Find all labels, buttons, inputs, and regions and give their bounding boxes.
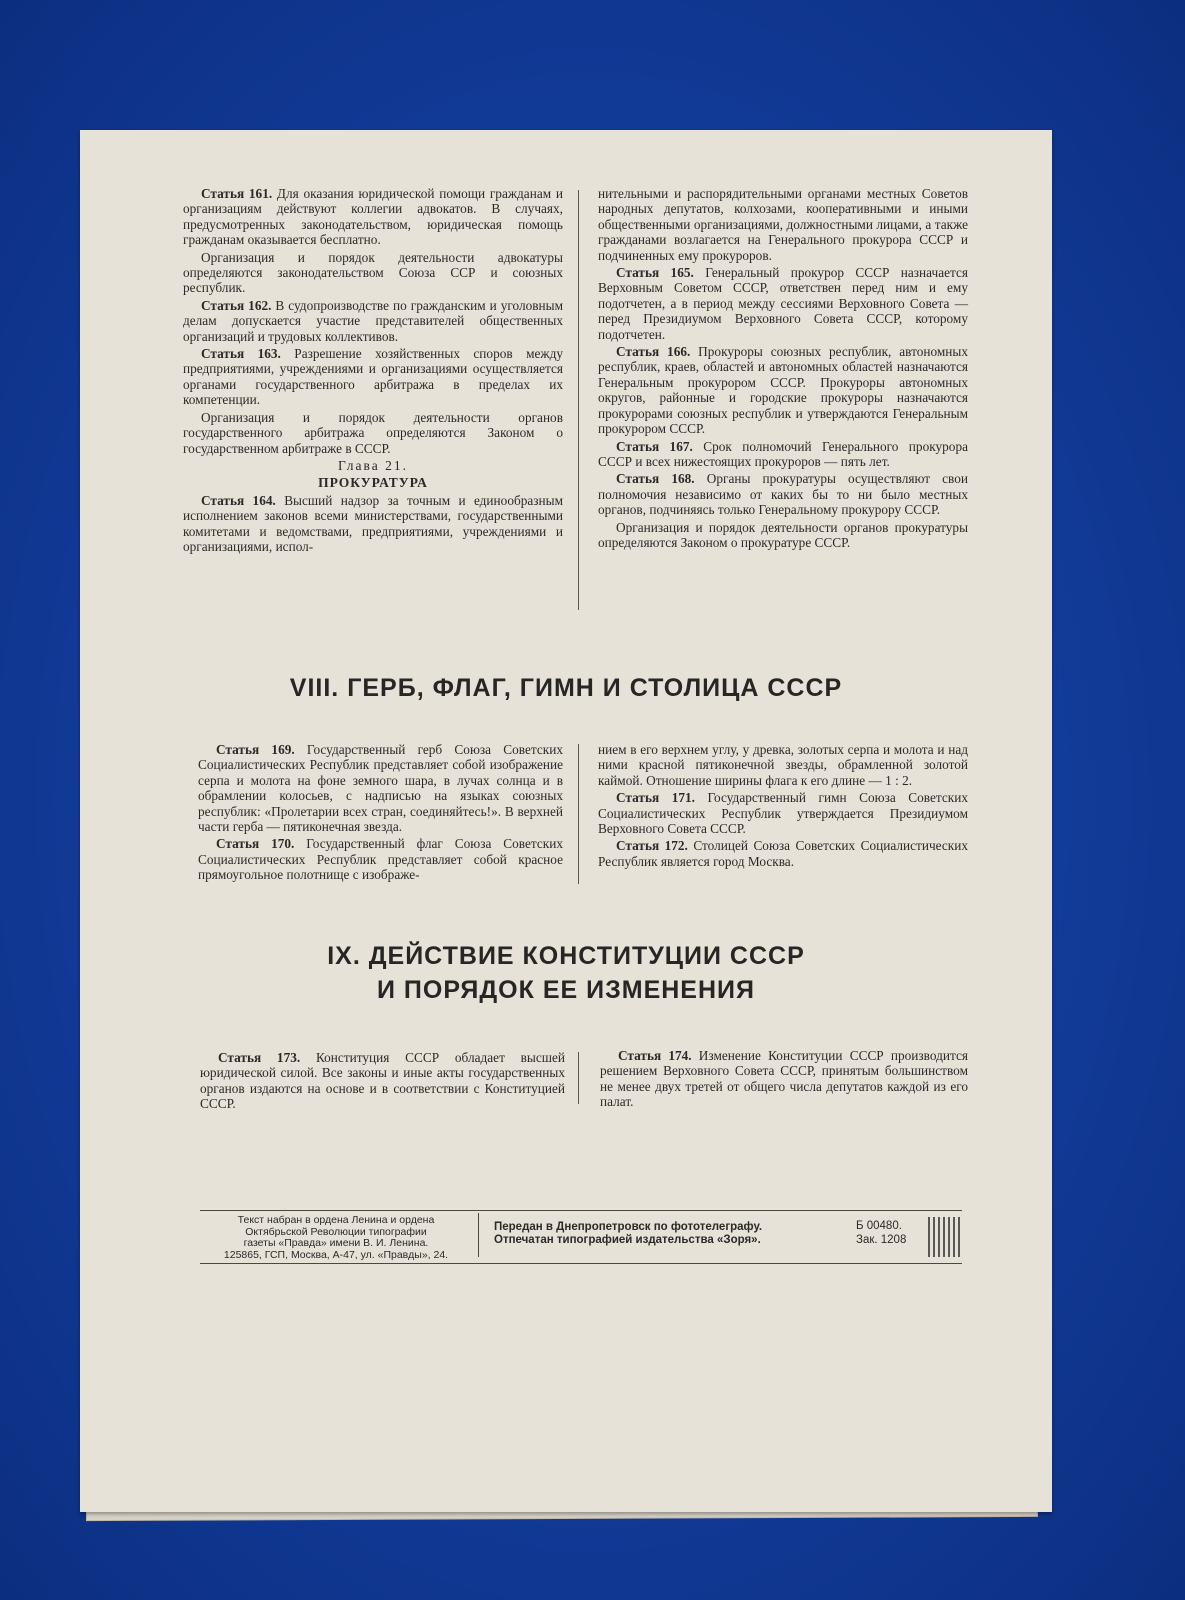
article-171-text: Государственный гимн Союза Советских Социалистических Республик утверждается Президиумом Верховного Совета СССР. xyxy=(598,790,968,837)
article-170-continued: нием в его верхнем углу, у древка, золотых серпа и молота и над ними красной пятиконечной звезды, обрамленной золотой каймой. Отношение ширины флага к его длине — 1 : 2. xyxy=(598,742,968,788)
article-174-text: Изменение Конституции СССР производится решением Верховного Совета СССР, принятым большинством не менее двух третей от общего числа депутатов каждой из его палат. xyxy=(600,1048,968,1110)
article-165 xyxy=(598,265,968,342)
chapter-title: ПРОКУРАТУРА xyxy=(318,475,428,491)
article-172-heading: Статья 172. xyxy=(616,838,688,854)
article-170-text: Государственный флаг Союза Советских Социалистических Республик представляет собой красное прямоугольное полотнище с изображе- xyxy=(198,836,564,883)
imprint-transmission-info xyxy=(494,1221,824,1247)
section-9-title-line2: И ПОРЯДОК ЕЕ ИЗМЕНЕНИЯ xyxy=(377,976,755,1004)
article-168-para2: Организация и порядок деятельности органов прокуратуры определяются Законом о прокуратуре СССР. xyxy=(598,519,968,550)
article-165-text: Генеральный прокурор СССР назначается Верховным Советом СССР, ответствен перед ним и ему подотчетен, а в период между сессиями Верховного Совета — перед Президиумом Верховного Совета СССР, которому подотчетен. xyxy=(598,265,969,342)
top-right-column xyxy=(598,186,968,552)
section-9-left-column xyxy=(200,1050,565,1114)
article-164-text: Высший надзор за точным и единообразным исполнением законов всеми министерствами, государственными комитетами и ведомствами, предприятиями, учреждениями и организациями, испол- xyxy=(183,492,563,554)
top-left-column xyxy=(183,186,563,556)
article-163-text: Разрешение хозяйственных споров между предприятиями, учреждениями и организациями осуществляется органами государственного арбитража в пределах их компетенции. xyxy=(183,346,563,408)
article-166-text: Прокуроры союзных республик, автономных республик, краев, областей и автономных областей назначаются Генеральным прокурором СССР. Прокуроры автономных округов, районные и городские прокуроры назначаются прокурорами союзных республик и утверждаются Генеральным прокурором СССР. xyxy=(598,344,968,437)
article-168-heading: Статья 168. xyxy=(616,471,695,487)
imprint-box xyxy=(200,1210,962,1264)
article-170 xyxy=(198,836,563,882)
article-169-heading: Статья 169. xyxy=(216,742,295,757)
article-169-text: Государственный герб Союза Советских Социалистических Республик представляет собой изображение серпа и молота на фоне земного шара, в лучах солнца и в обрамлении колосьев, с надписью на языках союзных республик: «Пролетарии всех стран, соединяйтесь!». В верхней части герба — пятиконечная звезда. xyxy=(198,742,563,835)
section-8-right-column xyxy=(598,742,968,871)
imprint-left-line4: 125865, ГСП, Москва, А-47, ул. «Правды», 24. xyxy=(223,1248,449,1261)
imprint-order-info xyxy=(856,1219,936,1247)
article-172 xyxy=(598,838,968,869)
article-164 xyxy=(183,493,563,555)
article-162 xyxy=(183,298,563,344)
imprint-left-line3: газеты «Правда» имени В. И. Ленина. xyxy=(243,1237,429,1249)
article-172-text: Столицей Союза Советских Социалистических Республик является город Москва. xyxy=(598,838,969,869)
article-166-heading: Статья 166. xyxy=(616,344,691,360)
chapter-number: Глава 21. xyxy=(338,457,408,473)
article-171 xyxy=(598,790,968,836)
article-166 xyxy=(598,344,968,436)
imprint-mid-line1: Передан в Днепропетровск по фототелеграфу. xyxy=(494,1221,763,1233)
article-165-heading: Статья 165. xyxy=(616,265,694,281)
article-164-heading: Статья 164. xyxy=(201,492,276,508)
imprint-divider xyxy=(478,1213,479,1257)
section-8-title: VIII. ГЕРБ, ФЛАГ, ГИМН И СТОЛИЦА СССР xyxy=(289,674,843,702)
article-161-para2: Организация и порядок деятельности адвокатуры определяются законодательством Союза ССР и союзных республик. xyxy=(183,249,563,296)
article-163-heading: Статья 163. xyxy=(201,346,281,362)
section-9-right-column xyxy=(600,1048,968,1112)
article-173 xyxy=(200,1050,565,1112)
imprint-printer-info xyxy=(202,1215,470,1261)
article-168 xyxy=(598,471,968,517)
article-162-text: В судопроизводстве по гражданским и уголовным делам допускается участие представителей общественных организаций и трудовых коллективов. xyxy=(183,297,563,344)
article-167-text: Срок полномочий Генерального прокурора СССР и всех нижестоящих прокуроров — пять лет. xyxy=(598,438,968,469)
article-174 xyxy=(600,1048,968,1110)
column-divider-section8 xyxy=(578,744,579,884)
imprint-index: Б 00480. xyxy=(856,1220,902,1232)
article-168-text: Органы прокуратуры осуществляют свои полномочия независимо от каких бы то ни было местных органов, подчиняясь только Генеральному прокурору СССР. xyxy=(598,471,969,518)
imprint-order-number: Зак. 1208 xyxy=(856,1234,907,1246)
barcode-icon xyxy=(928,1217,962,1257)
article-173-heading: Статья 173. xyxy=(218,1050,301,1065)
article-174-heading: Статья 174. xyxy=(618,1048,692,1063)
article-167 xyxy=(598,439,968,470)
newspaper-page xyxy=(80,130,1052,1512)
section-8-left-column xyxy=(198,742,563,885)
column-divider-top xyxy=(578,190,579,610)
imprint-left-line1: Текст набран в ордена Ленина и ордена xyxy=(237,1214,435,1226)
article-167-heading: Статья 167. xyxy=(616,438,693,454)
article-173-text: Конституция СССР обладает высшей юридической силой. Все законы и иные акты государственных органов издаются на основе и в соответствии с Конституцией СССР. xyxy=(200,1050,565,1112)
article-163 xyxy=(183,346,563,408)
column-divider-section9 xyxy=(578,1052,579,1104)
article-170-heading: Статья 170. xyxy=(216,836,295,852)
article-161-heading: Статья 161. xyxy=(201,186,273,201)
article-161 xyxy=(183,186,563,248)
article-162-heading: Статья 162. xyxy=(201,297,272,313)
imprint-left-line2: Октябрьской Революции типографии xyxy=(245,1225,427,1238)
article-163-para2: Организация и порядок деятельности органов государственного арбитража определяются Законом о государственном арбитраже в СССР. xyxy=(183,409,563,456)
article-161-text: Для оказания юридической помощи гражданам и организациям действуют коллегии адвокатов. В случаях, предусмотренных законодательством, юридическая помощь гражданам оказывается бесплатно. xyxy=(183,186,563,248)
article-169 xyxy=(198,742,563,834)
article-171-heading: Статья 171. xyxy=(616,790,695,806)
section-9-title-line1: IX. ДЕЙСТВИЕ КОНСТИТУЦИИ СССР xyxy=(327,942,805,970)
imprint-mid-line2: Отпечатан типографией издательства «Зоря». xyxy=(494,1234,761,1246)
article-164-continued: нительными и распорядительными органами местных Советов народных депутатов, колхозами, кооперативными и иными общественными организациями, должностными лицами, а также гражданами возлагается на Генерального прокурора СССР и подчиненных ему прокуроров. xyxy=(598,186,968,263)
